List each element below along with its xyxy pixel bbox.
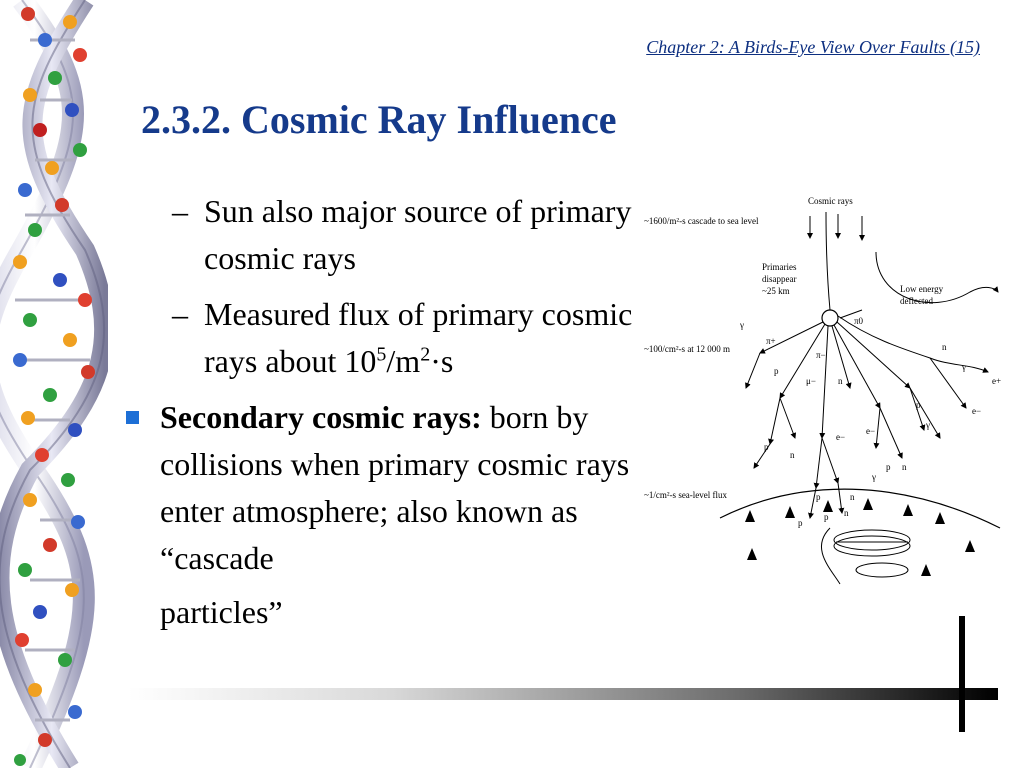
- sub-bullet-flux: [120, 291, 650, 385]
- particle-gamma: γ: [872, 472, 876, 482]
- bullet-text: born by collisions when primary cosmic rays enter atmosphere; also known as “cascade: [160, 399, 630, 576]
- particle-n: n: [902, 462, 907, 472]
- sub-bullet-text: Sun also major source of primary cosmic rays: [204, 193, 632, 276]
- particle-pi-zero: π0: [854, 316, 864, 326]
- label-25km: ~25 km: [762, 286, 790, 296]
- particle-e-plus: e+: [992, 376, 1002, 386]
- square-bullet-icon: [126, 411, 139, 424]
- sub-bullet-text: /m: [386, 343, 421, 379]
- particle-n: n: [850, 492, 855, 502]
- particle-e-minus: e−: [836, 432, 846, 442]
- particle-p: p: [774, 366, 779, 376]
- sub-bullet-text: Measured flux of primary cosmic rays about 10: [204, 296, 633, 379]
- bullet-text-last: particles”: [160, 594, 283, 630]
- earth-surface: [720, 489, 1000, 528]
- superscript: 2: [420, 343, 431, 366]
- particle-p: p: [886, 462, 891, 472]
- particle-p: p: [798, 518, 803, 528]
- vertical-divider-line: [959, 616, 965, 732]
- particle-n: n: [942, 342, 947, 352]
- particle-p: p: [824, 512, 829, 522]
- particle-gamma: γ: [926, 420, 930, 430]
- particle-pi-minus: π−: [816, 350, 826, 360]
- label-flux-bottom: ~1/cm²-s sea-level flux: [644, 490, 728, 500]
- slide-title: 2.3.2. Cosmic Ray Influence: [141, 97, 617, 142]
- superscript: 5: [376, 343, 387, 366]
- bullet-bold-text: Secondary cosmic rays:: [160, 399, 482, 435]
- label-low-energy: Low energy: [900, 284, 944, 294]
- bullet-secondary-rays: [120, 394, 650, 636]
- particle-pi-plus: π+: [766, 336, 776, 346]
- particle-p: p: [764, 442, 769, 452]
- collision-point: [822, 310, 838, 326]
- label-cosmic-rays: Cosmic rays: [808, 196, 853, 206]
- particle-p: p: [816, 492, 821, 502]
- trees: [745, 498, 975, 576]
- label-flux-mid: ~100/cm²-s at 12 000 m: [644, 344, 731, 354]
- dash-marker: –: [172, 193, 188, 229]
- sub-bullet-sun: [120, 188, 650, 282]
- particle-e-minus: e−: [866, 426, 876, 436]
- particle-n: n: [844, 508, 849, 518]
- chapter-header: Chapter 2: A Birds-Eye View Over Faults (15): [646, 37, 980, 57]
- particle-n: n: [790, 450, 795, 460]
- particle-gamma: γ: [962, 362, 966, 372]
- label-flux-top: ~1600/m²-s cascade to sea level: [644, 216, 759, 226]
- dna-helix-image: [0, 0, 108, 768]
- label-disappear: disappear: [762, 274, 797, 284]
- gradient-divider-bar: [128, 688, 998, 700]
- label-deflected: deflected: [900, 296, 933, 306]
- label-primaries: Primaries: [762, 262, 797, 272]
- particle-n: n: [838, 376, 843, 386]
- particle-mu-minus: μ−: [806, 376, 816, 386]
- particle-gamma: γ: [740, 320, 744, 330]
- particle-p: p: [916, 400, 921, 410]
- particle-e-minus: e−: [972, 406, 982, 416]
- sub-bullet-text: ·s: [430, 343, 454, 379]
- slide-body: [120, 188, 650, 636]
- cosmic-ray-cascade-diagram: [640, 188, 1004, 592]
- dash-marker: –: [172, 296, 188, 332]
